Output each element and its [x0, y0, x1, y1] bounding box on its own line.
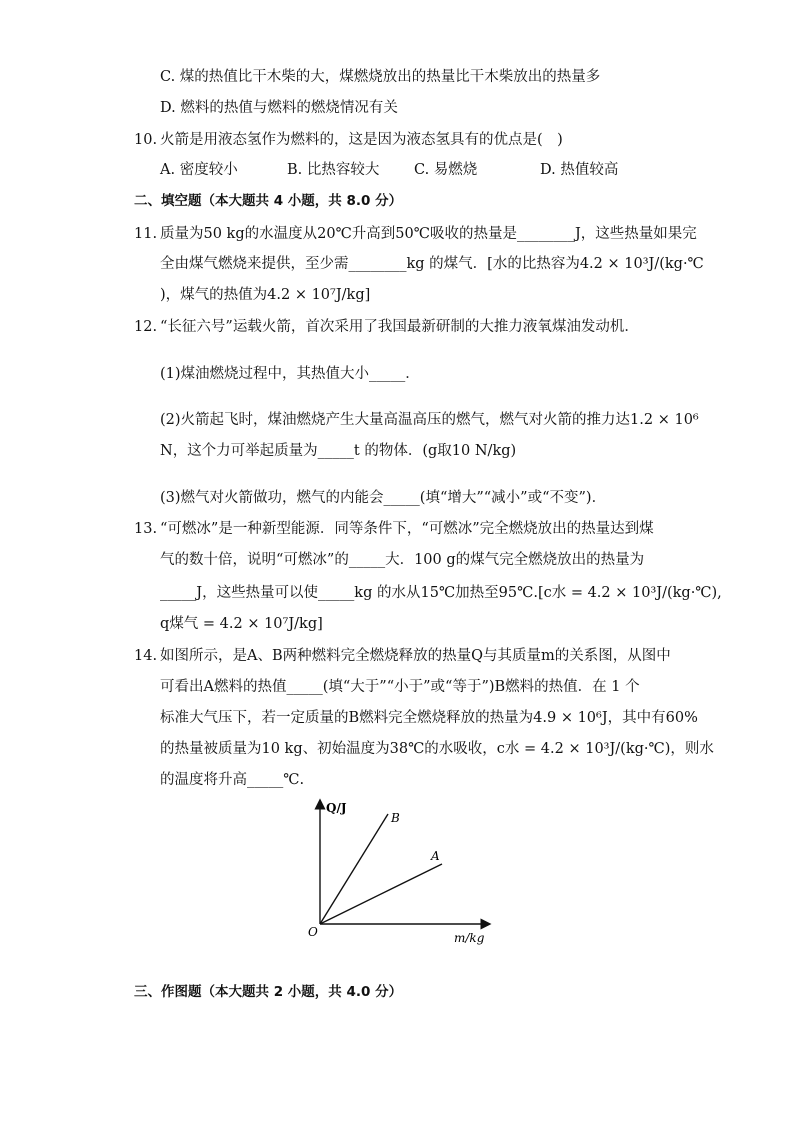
q11-line-3: )，煤气的热值为4.2 × 10⁷J/kg]: [160, 287, 371, 303]
q14-line-2: 可看出A燃料的热值_____(填“大于”“小于”或“等于”)B燃料的热值．在 1 个: [160, 679, 640, 695]
q13-line-4: q煤气 = 4.2 × 10⁷J/kg]: [160, 616, 323, 632]
q10-option-d: D. 热值较高: [540, 162, 619, 178]
q14-line-5: 的温度将升高_____℃.: [160, 772, 305, 788]
q10-number: 10.: [134, 132, 158, 148]
q14-line-1: 如图所示，是A、B两种燃料完全燃烧释放的热量Q与其质量m的关系图，从图中: [160, 648, 671, 664]
q9-option-d: D. 燃料的热值与燃料的燃烧情况有关: [160, 100, 398, 116]
q12-sub-3: (3)燃气对火箭做功，燃气的内能会_____(填“增大”“减小”或“不变”)．: [160, 490, 607, 506]
origin-label: O: [308, 925, 318, 939]
line-a-label: A: [431, 849, 440, 863]
q10-option-a: A. 密度较小: [160, 162, 238, 178]
q14-line-3: 标准大气压下，若一定质量的B燃料完全燃烧释放的热量为4.9 × 10⁶J，其中有60%: [160, 710, 698, 726]
q11-number: 11.: [134, 226, 158, 242]
q10-stem: 火箭是用液态氢作为燃料的，这是因为液态氢具有的优点是( ): [160, 132, 563, 148]
q10-option-b: B. 比热容较大: [287, 162, 380, 178]
q12-number: 12.: [134, 319, 158, 335]
q12-line-1: “长征六号”运载火箭，首次采用了我国最新研制的大推力液氧煤油发动机．: [160, 319, 639, 335]
q10-option-c: C. 易燃烧: [414, 162, 478, 178]
q12-sub-2b: N，这个力可举起质量为_____t 的物体．(g取10 N/kg): [160, 443, 517, 459]
q14-line-4: 的热量被质量为10 kg、初始温度为38℃的水吸收，c水 = 4.2 × 10³J/(kg·℃)，则水: [160, 741, 714, 757]
section-2-title: 二、填空题（本大题共 4 小题，共 8.0 分）: [134, 193, 403, 209]
q13-line-2: 气的数十倍，说明“可燃冰”的_____大．100 g的煤气完全燃烧放出的热量为: [160, 552, 645, 568]
x-axis-label: m/kg: [454, 931, 485, 945]
q13-line-1: “可燃冰”是一种新型能源．同等条件下，“可燃冰”完全燃烧放出的热量达到煤: [160, 521, 654, 537]
q11-line-2: 全由煤气燃烧来提供，至少需________kg 的煤气．[水的比热容为4.2 × 10³J/(kg·℃: [160, 256, 704, 272]
q9-option-c: C. 煤的热值比干木柴的大，煤燃烧放出的热量比干木柴放出的热量多: [160, 69, 601, 85]
q12-sub-2a: (2)火箭起飞时，煤油燃烧产生大量高温高压的燃气，燃气对火箭的推力达1.2 × 10⁶: [160, 412, 699, 428]
y-axis-label: Q/J: [326, 801, 347, 815]
line-b-label: B: [391, 811, 400, 825]
q13-line-3: _____J，这些热量可以使_____kg 的水从15℃加热至95℃.[c水 = 4.2 × 10³J/(kg·℃),: [160, 585, 722, 601]
q-m-graph: [300, 796, 500, 946]
q14-number: 14.: [134, 648, 158, 664]
q-m-graph-svg: [300, 796, 500, 946]
q12-sub-1: (1)煤油燃烧过程中，其热值大小_____．: [160, 366, 420, 382]
q11-line-1: 质量为50 kg的水温度从20℃升高到50℃吸收的热量是________J，这些热量如果完: [160, 226, 697, 242]
q13-number: 13.: [134, 521, 158, 537]
section-3-title: 三、作图题（本大题共 2 小题，共 4.0 分）: [134, 984, 403, 1000]
